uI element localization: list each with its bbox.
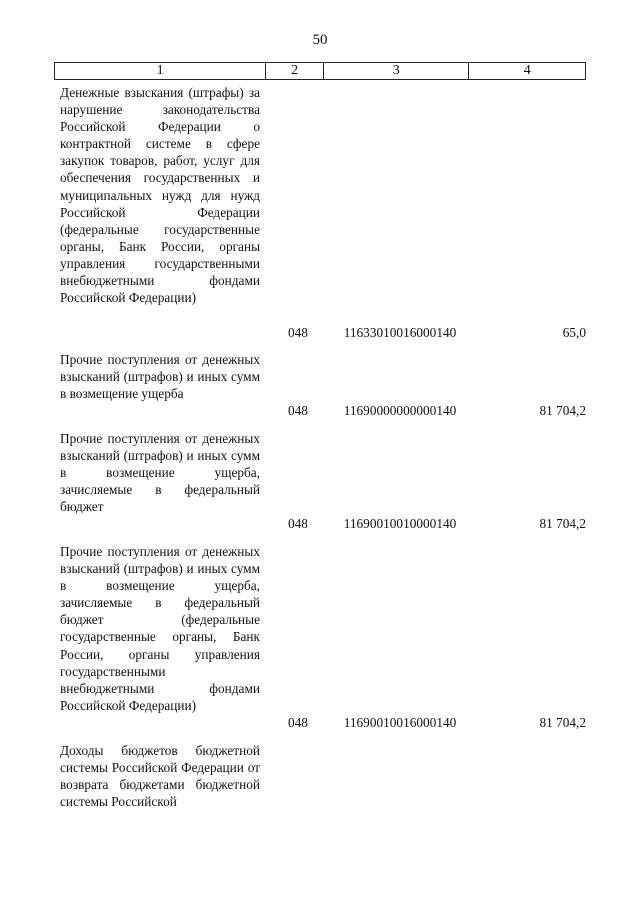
row-description: Прочие поступления от денежных взысканий (штрафов) и иных сумм в возмещение ущерба, зачисляемые в федеральный бюджет (федеральные государственные органы, Банк России, органы управления государственными внебюджетными фондами Российской Федерации) bbox=[60, 544, 260, 713]
row-admin-code: 048 bbox=[288, 715, 308, 730]
row-amount: 81 704,2 bbox=[539, 403, 586, 418]
row-admin-code: 048 bbox=[288, 325, 308, 340]
row-description: Денежные взыскания (штрафы) за нарушение законодательства Российской Федерации о контрактной системе в сфере закупок товаров, работ, услуг для обеспечения государственных и муниципальных нужд для нужд Российской Федерации (федеральные государственные органы, Банк России, органы управления государственными внебюджетными фондами Российской Федерации) bbox=[60, 85, 260, 306]
row-description: Доходы бюджетов бюджетной системы Российской Федерации от возврата бюджетами бюджетной системы Российской bbox=[60, 743, 260, 810]
table-row bbox=[60, 742, 586, 832]
column-header-1: 1 bbox=[55, 63, 266, 79]
column-header-3: 3 bbox=[324, 63, 469, 79]
page-number: 50 bbox=[312, 32, 328, 48]
row-amount: 65,0 bbox=[562, 325, 586, 340]
row-description: Прочие поступления от денежных взысканий (штрафов) и иных сумм в возмещение ущерба, зачисляемые в федеральный бюджет bbox=[60, 431, 260, 515]
row-amount: 81 704,2 bbox=[539, 715, 586, 730]
row-admin-code: 048 bbox=[288, 403, 308, 418]
table-row bbox=[60, 84, 586, 344]
column-header-2: 2 bbox=[266, 63, 324, 79]
table-row bbox=[60, 351, 586, 421]
row-admin-code: 048 bbox=[288, 516, 308, 531]
column-header-4: 4 bbox=[523, 63, 531, 78]
row-budget-code: 11690000000000140 bbox=[343, 403, 457, 418]
table-header-row bbox=[54, 62, 586, 80]
row-amount: 81 704,2 bbox=[539, 516, 586, 531]
row-budget-code: 11633010016000140 bbox=[343, 325, 457, 340]
table-row bbox=[60, 430, 586, 535]
row-description: Прочие поступления от денежных взысканий (штрафов) и иных сумм в возмещение ущерба bbox=[60, 352, 260, 402]
row-budget-code: 11690010016000140 bbox=[343, 715, 457, 730]
row-budget-code: 11690010010000140 bbox=[343, 516, 457, 531]
table-row bbox=[60, 543, 586, 738]
